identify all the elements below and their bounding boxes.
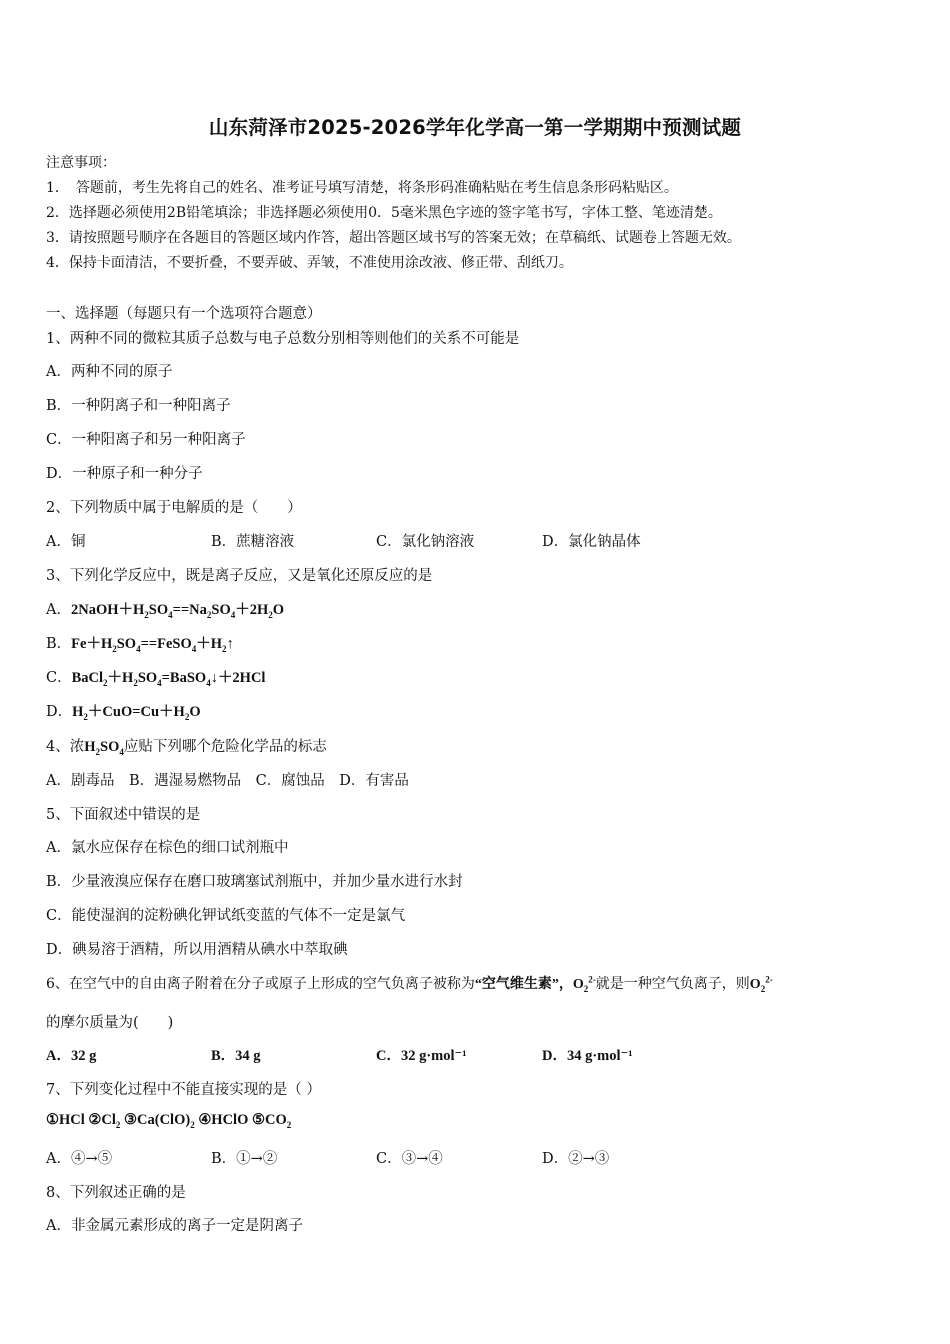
question-5-stem: 5、下面叙述中错误的是	[46, 807, 201, 823]
question-7-option-a: A．④→⑤	[46, 1151, 113, 1167]
question-1-stem: 1、两种不同的微粒其质子总数与电子总数分别相等则他们的关系不可能是	[46, 331, 520, 347]
question-4-stem: 4、浓$H_2SO_4$应贴下列哪个危险化学品的标志	[46, 739, 327, 757]
question-6-stem: 6、在空气中的自由离子附着在分子或原子上形成的空气负离子被称为“空气维生素”，$O_2^{2-}$就是一种空气负离子，则$O_2^{2-}$	[46, 974, 773, 994]
question-6-option-b: B．34 g	[211, 1048, 261, 1064]
question-7-option-c: C．③→④	[376, 1151, 443, 1167]
notice-item-1: 1． 答题前，考生先将自己的姓名、准考证号填写清楚，将条形码准确粘贴在考生信息条形码粘贴区。	[46, 180, 678, 196]
question-6-option-a: A．32 g	[46, 1048, 97, 1064]
question-1-option-d: D．一种原子和一种分子	[46, 466, 203, 482]
question-6-stem-line2: 的摩尔质量为( )	[46, 1015, 174, 1031]
question-3-option-b: B．$Fe+H_2SO_4==FeSO_4+H_2↑$	[46, 636, 234, 654]
question-2-option-a: A．铜	[46, 534, 86, 550]
question-4-options: A．剧毒品 B．遇湿易燃物品 C．腐蚀品 D．有害品	[46, 773, 409, 789]
question-2-option-d: D．氯化钠晶体	[542, 534, 641, 550]
notice-item-4: 4．保持卡面清洁，不要折叠，不要弄破、弄皱，不准使用涂改液、修正带、刮纸刀。	[46, 255, 573, 271]
question-6-option-c: C．32 g·mol⁻¹	[376, 1048, 467, 1064]
option-label: D．	[46, 704, 73, 720]
question-5-option-d: D．碘易溶于酒精，所以用酒精从碘水中萃取碘	[46, 942, 348, 958]
question-5-option-b: B．少量液溴应保存在磨口玻璃塞试剂瓶中，并加少量水进行水封	[46, 874, 463, 890]
question-5-option-a: A．氯水应保存在棕色的细口试剂瓶中	[46, 840, 289, 856]
option-label: B．	[46, 636, 72, 652]
question-7-option-d: D．②→③	[542, 1151, 610, 1167]
question-7-option-b: B．①→②	[211, 1151, 278, 1167]
question-5-option-c: C．能使湿润的淀粉碘化钾试纸变蓝的气体不一定是氯气	[46, 908, 406, 924]
question-2-stem: 2、下列物质中属于电解质的是（ ）	[46, 500, 302, 516]
question-2-option-b: B．蔗糖溶液	[211, 534, 295, 550]
section-heading: 一、选择题（每题只有一个选项符合题意）	[46, 306, 322, 322]
question-3-option-c: C．$BaCl_2+H_2SO_4=BaSO_4↓+2HCl$	[46, 670, 266, 688]
question-1-option-b: B．一种阴离子和一种阳离子	[46, 398, 231, 414]
option-label: A．	[46, 602, 71, 618]
notice-item-3: 3．请按照题号顺序在各题目的答题区域内作答，超出答题区域书写的答案无效；在草稿纸、试题卷上答题无效。	[46, 230, 741, 246]
question-3-stem: 3、下列化学反应中，既是离子反应，又是氧化还原反应的是	[46, 568, 433, 584]
question-3-option-d: D．$H_2+CuO=Cu+H_2O$	[46, 704, 201, 722]
question-6-option-d: D．34 g·mol⁻¹	[542, 1048, 633, 1064]
question-8-option-a: A．非金属元素形成的离子一定是阴离子	[46, 1218, 303, 1234]
question-7-items: ①HCl $②Cl_2$ $③Ca(ClO)_2$ ④HClO $⑤CO_2$	[46, 1112, 292, 1130]
question-3-option-a: A．$2NaOH+H_2SO_4==Na_2SO_4+2H_2O$	[46, 602, 285, 620]
page-title: 山东菏泽市2025-2026学年化学高一第一学期期中预测试题	[208, 116, 742, 139]
question-1-option-c: C．一种阳离子和另一种阳离子	[46, 432, 246, 448]
notice-heading: 注意事项：	[46, 155, 116, 171]
notice-item-2: 2．选择题必须使用2B铅笔填涂；非选择题必须使用0．5毫米黑色字迹的签字笔书写，字体工整、笔迹清楚。	[46, 205, 722, 221]
option-label: C．	[46, 670, 72, 686]
question-1-option-a: A．两种不同的原子	[46, 364, 173, 380]
question-2-option-c: C．氯化钠溶液	[376, 534, 475, 550]
question-7-stem: 7、下列变化过程中不能直接实现的是（ ）	[46, 1082, 321, 1098]
question-8-stem: 8、下列叙述正确的是	[46, 1185, 186, 1201]
